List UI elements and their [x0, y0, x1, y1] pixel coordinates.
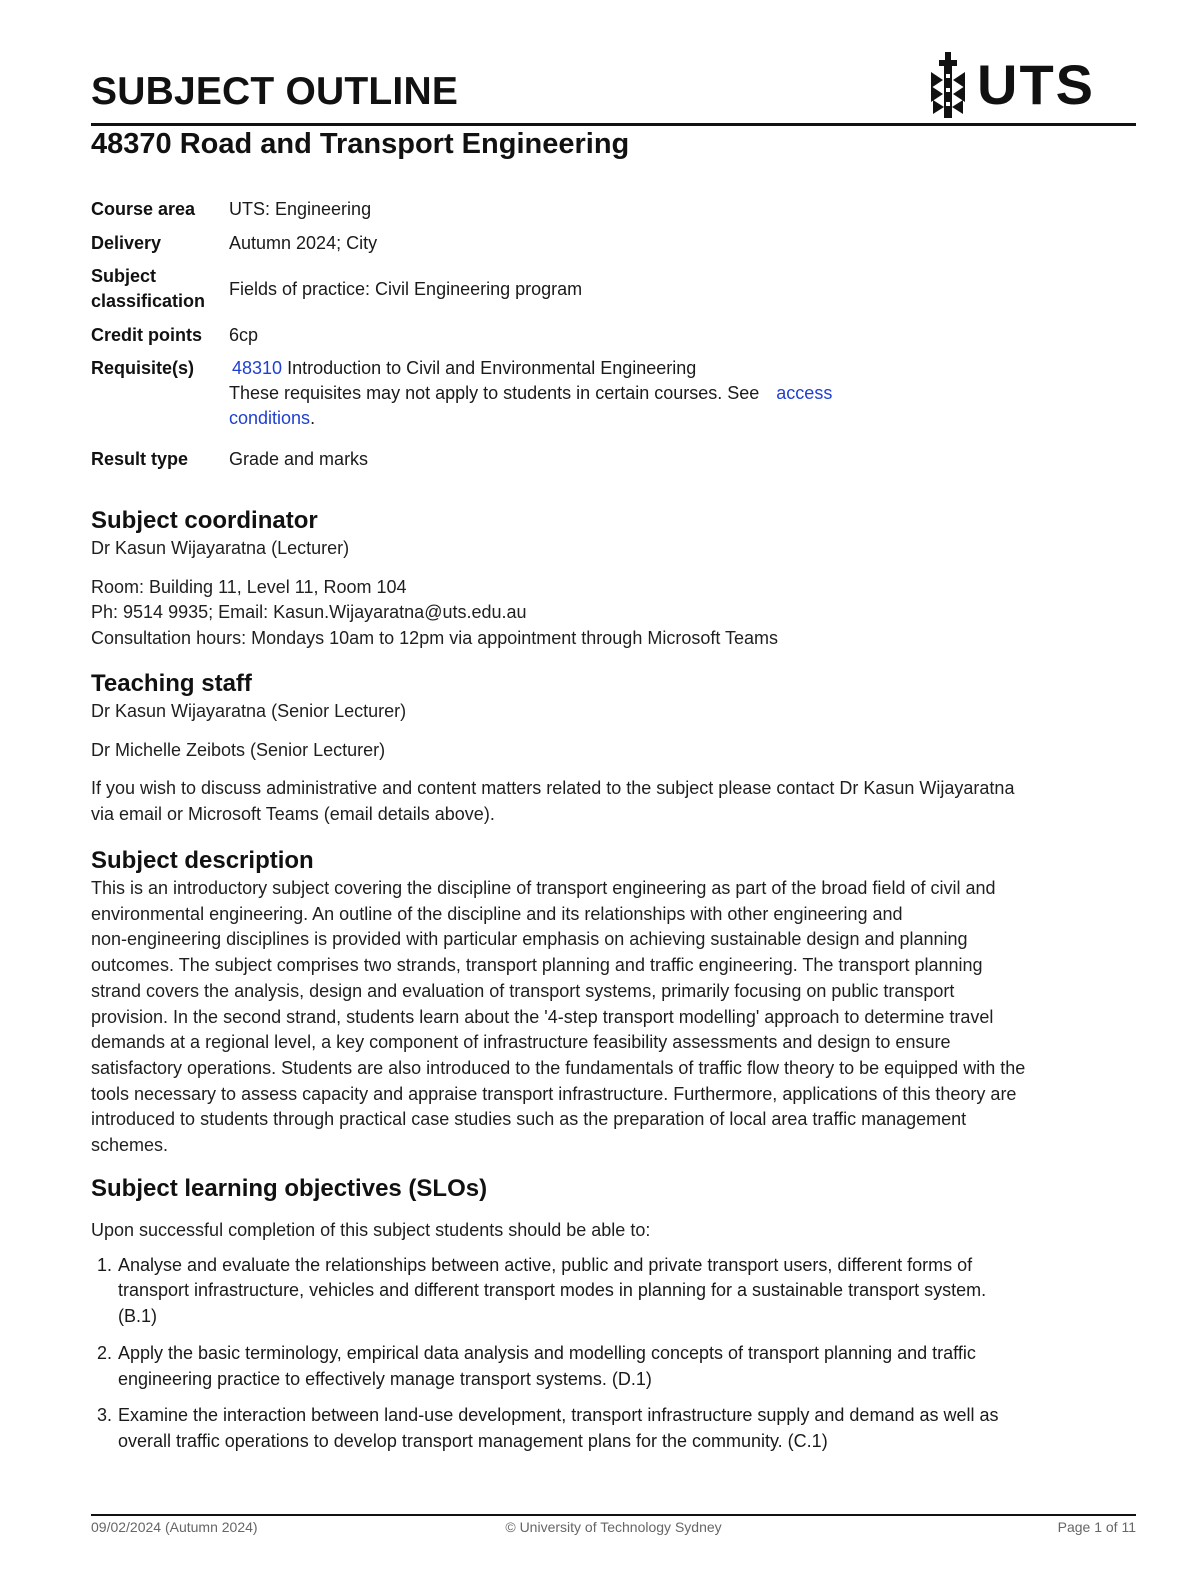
course-area-label: Course area [91, 198, 196, 219]
classification-label [91, 260, 229, 318]
teaching-staff-section [91, 669, 1136, 828]
requisites-value [229, 352, 832, 442]
slo-line: overall traffic operations to develop transport management plans for the community. (C.1) [118, 1430, 828, 1451]
delivery-label: Delivery [91, 232, 162, 253]
document-title: SUBJECT OUTLINE [91, 70, 459, 113]
coordinator-room: Room: Building 11, Level 11, Room 104 [91, 576, 407, 597]
learning-objectives-heading: Subject learning objectives (SLOs) [91, 1175, 488, 1202]
footer-divider [91, 1514, 1136, 1516]
learning-objectives-intro: Upon successful completion of this subject students should be able to: [91, 1220, 651, 1240]
list-item [91, 1253, 1136, 1330]
staff-note-line-2: via email or Microsoft Teams (email details above). [91, 804, 495, 825]
staff-member-2: Dr Michelle Zeibots (Senior Lecturer) [91, 739, 386, 760]
description-line: This is an introductory subject covering the discipline of transport engineering as part of the broad field of civil and [91, 878, 996, 898]
info-row-credit-points [91, 318, 832, 352]
access-conditions-period: . [310, 408, 316, 428]
course-area-value: UTS: Engineering [229, 198, 372, 219]
coordinator-hours: Consultation hours: Mondays 10am to 12pm via appointment through Microsoft Teams [91, 628, 779, 649]
description-line: outcomes. The subject comprises two strands, transport planning and traffic engineering. The transport planning [91, 955, 983, 976]
subject-description-heading: Subject description [91, 847, 314, 874]
subject-title: 48370 Road and Transport Engineering [91, 128, 630, 160]
delivery-value: Autumn 2024; City [229, 232, 378, 253]
description-line: demands at a regional level, a key component of infrastructure feasibility assessments and design to ensure [91, 1032, 951, 1053]
header-divider [91, 123, 1136, 126]
description-line: environmental engineering. An outline of the discipline and its relationships with other engineering and [91, 903, 903, 924]
result-type-value: Grade and marks [229, 448, 369, 469]
description-line: provision. In the second strand, students learn about the '4-step transport modelling' approach to determine travel [91, 1006, 994, 1027]
requisite-code-link[interactable]: 48310 [232, 358, 283, 378]
document-page [91, 0, 1136, 1590]
description-line: tools necessary to assess capacity and appraise transport infrastructure. Furthermore, applications of this theory are [91, 1083, 1017, 1104]
description-line: satisfactory operations. Students are also introduced to the fundamentals of traffic flow theory to be equipped with the [91, 1057, 1026, 1078]
info-row-delivery [91, 226, 832, 260]
uts-crest-icon [929, 52, 967, 118]
footer-copyright: © University of Technology Sydney [505, 1519, 722, 1535]
logo-wordmark: UTS [977, 53, 1095, 116]
slo-line: Analyse and evaluate the relationships between active, public and private transport users, different forms of [118, 1254, 973, 1275]
list-item [91, 1341, 1136, 1392]
footer-page-number: Page 1 of 11 [1057, 1519, 1136, 1535]
info-row-course-area [91, 192, 832, 226]
description-line: introduced to students through practical case studies such as the preparation of local area traffic management [91, 1109, 967, 1130]
classification-label-line-2: classification [91, 291, 206, 311]
classification-label-line-1: Subject [91, 266, 157, 286]
credit-points-value: 6cp [229, 324, 259, 345]
subject-info-table [91, 192, 832, 476]
result-type-label: Result type [91, 448, 189, 469]
requisites-label: Requisite(s) [91, 358, 195, 378]
info-row-result-type [91, 442, 832, 476]
page-footer [91, 1519, 1136, 1539]
slo-line: transport infrastructure, vehicles and different transport modes in planning for a sustainable transport system. [118, 1280, 987, 1301]
coordinator-contact: Ph: 9514 9935; Email: Kasun.Wijayaratna@uts.edu.au [91, 602, 527, 623]
classification-value: Fields of practice: Civil Engineering program [229, 278, 583, 299]
subject-description-text [91, 876, 1136, 1159]
info-row-requisites [91, 352, 832, 442]
subject-coordinator-heading: Subject coordinator [91, 507, 318, 534]
list-item-number: 3. [97, 1405, 113, 1426]
access-conditions-link-part-1[interactable]: access [776, 383, 833, 403]
staff-note [91, 776, 1136, 827]
credit-points-label: Credit points [91, 324, 202, 345]
teaching-staff-heading: Teaching staff [91, 670, 252, 697]
access-conditions-link-part-2[interactable]: conditions [229, 408, 311, 428]
uts-logo [929, 52, 1095, 118]
slo-line: Examine the interaction between land-use development, transport infrastructure supply and demand as well as [118, 1405, 999, 1426]
description-line: strand covers the analysis, design and evaluation of transport systems, primarily focusing on public transport [91, 980, 955, 1001]
list-item-number: 2. [97, 1342, 113, 1363]
description-line: non-engineering disciplines is provided with particular emphasis on achieving sustainable design and planning [91, 929, 968, 950]
list-item-number: 1. [97, 1254, 113, 1275]
slo-line: (B.1) [118, 1306, 158, 1327]
requisite-name: Introduction to Civil and Environmental Engineering [287, 358, 697, 378]
subject-coordinator-section [91, 506, 1136, 652]
coordinator-name: Dr Kasun Wijayaratna (Lecturer) [91, 538, 350, 558]
description-line: schemes. [91, 1135, 169, 1156]
slo-line: engineering practice to effectively manage transport systems. (D.1) [118, 1368, 652, 1389]
slo-line: Apply the basic terminology, empirical data analysis and modelling concepts of transport planning and traffic [118, 1342, 976, 1363]
learning-objectives-list [91, 1253, 1136, 1455]
info-row-classification [91, 260, 832, 318]
list-item [91, 1403, 1136, 1454]
staff-note-line-1: If you wish to discuss administrative and content matters related to the subject please contact Dr Kasun Wijayaratna [91, 778, 1015, 799]
learning-objectives-section [91, 1174, 1136, 1466]
footer-date: 09/02/2024 (Autumn 2024) [91, 1519, 258, 1535]
requisite-note: These requisites may not apply to students in certain courses. See [229, 383, 760, 403]
staff-member-1: Dr Kasun Wijayaratna (Senior Lecturer) [91, 701, 407, 721]
subject-description-section [91, 846, 1136, 1159]
